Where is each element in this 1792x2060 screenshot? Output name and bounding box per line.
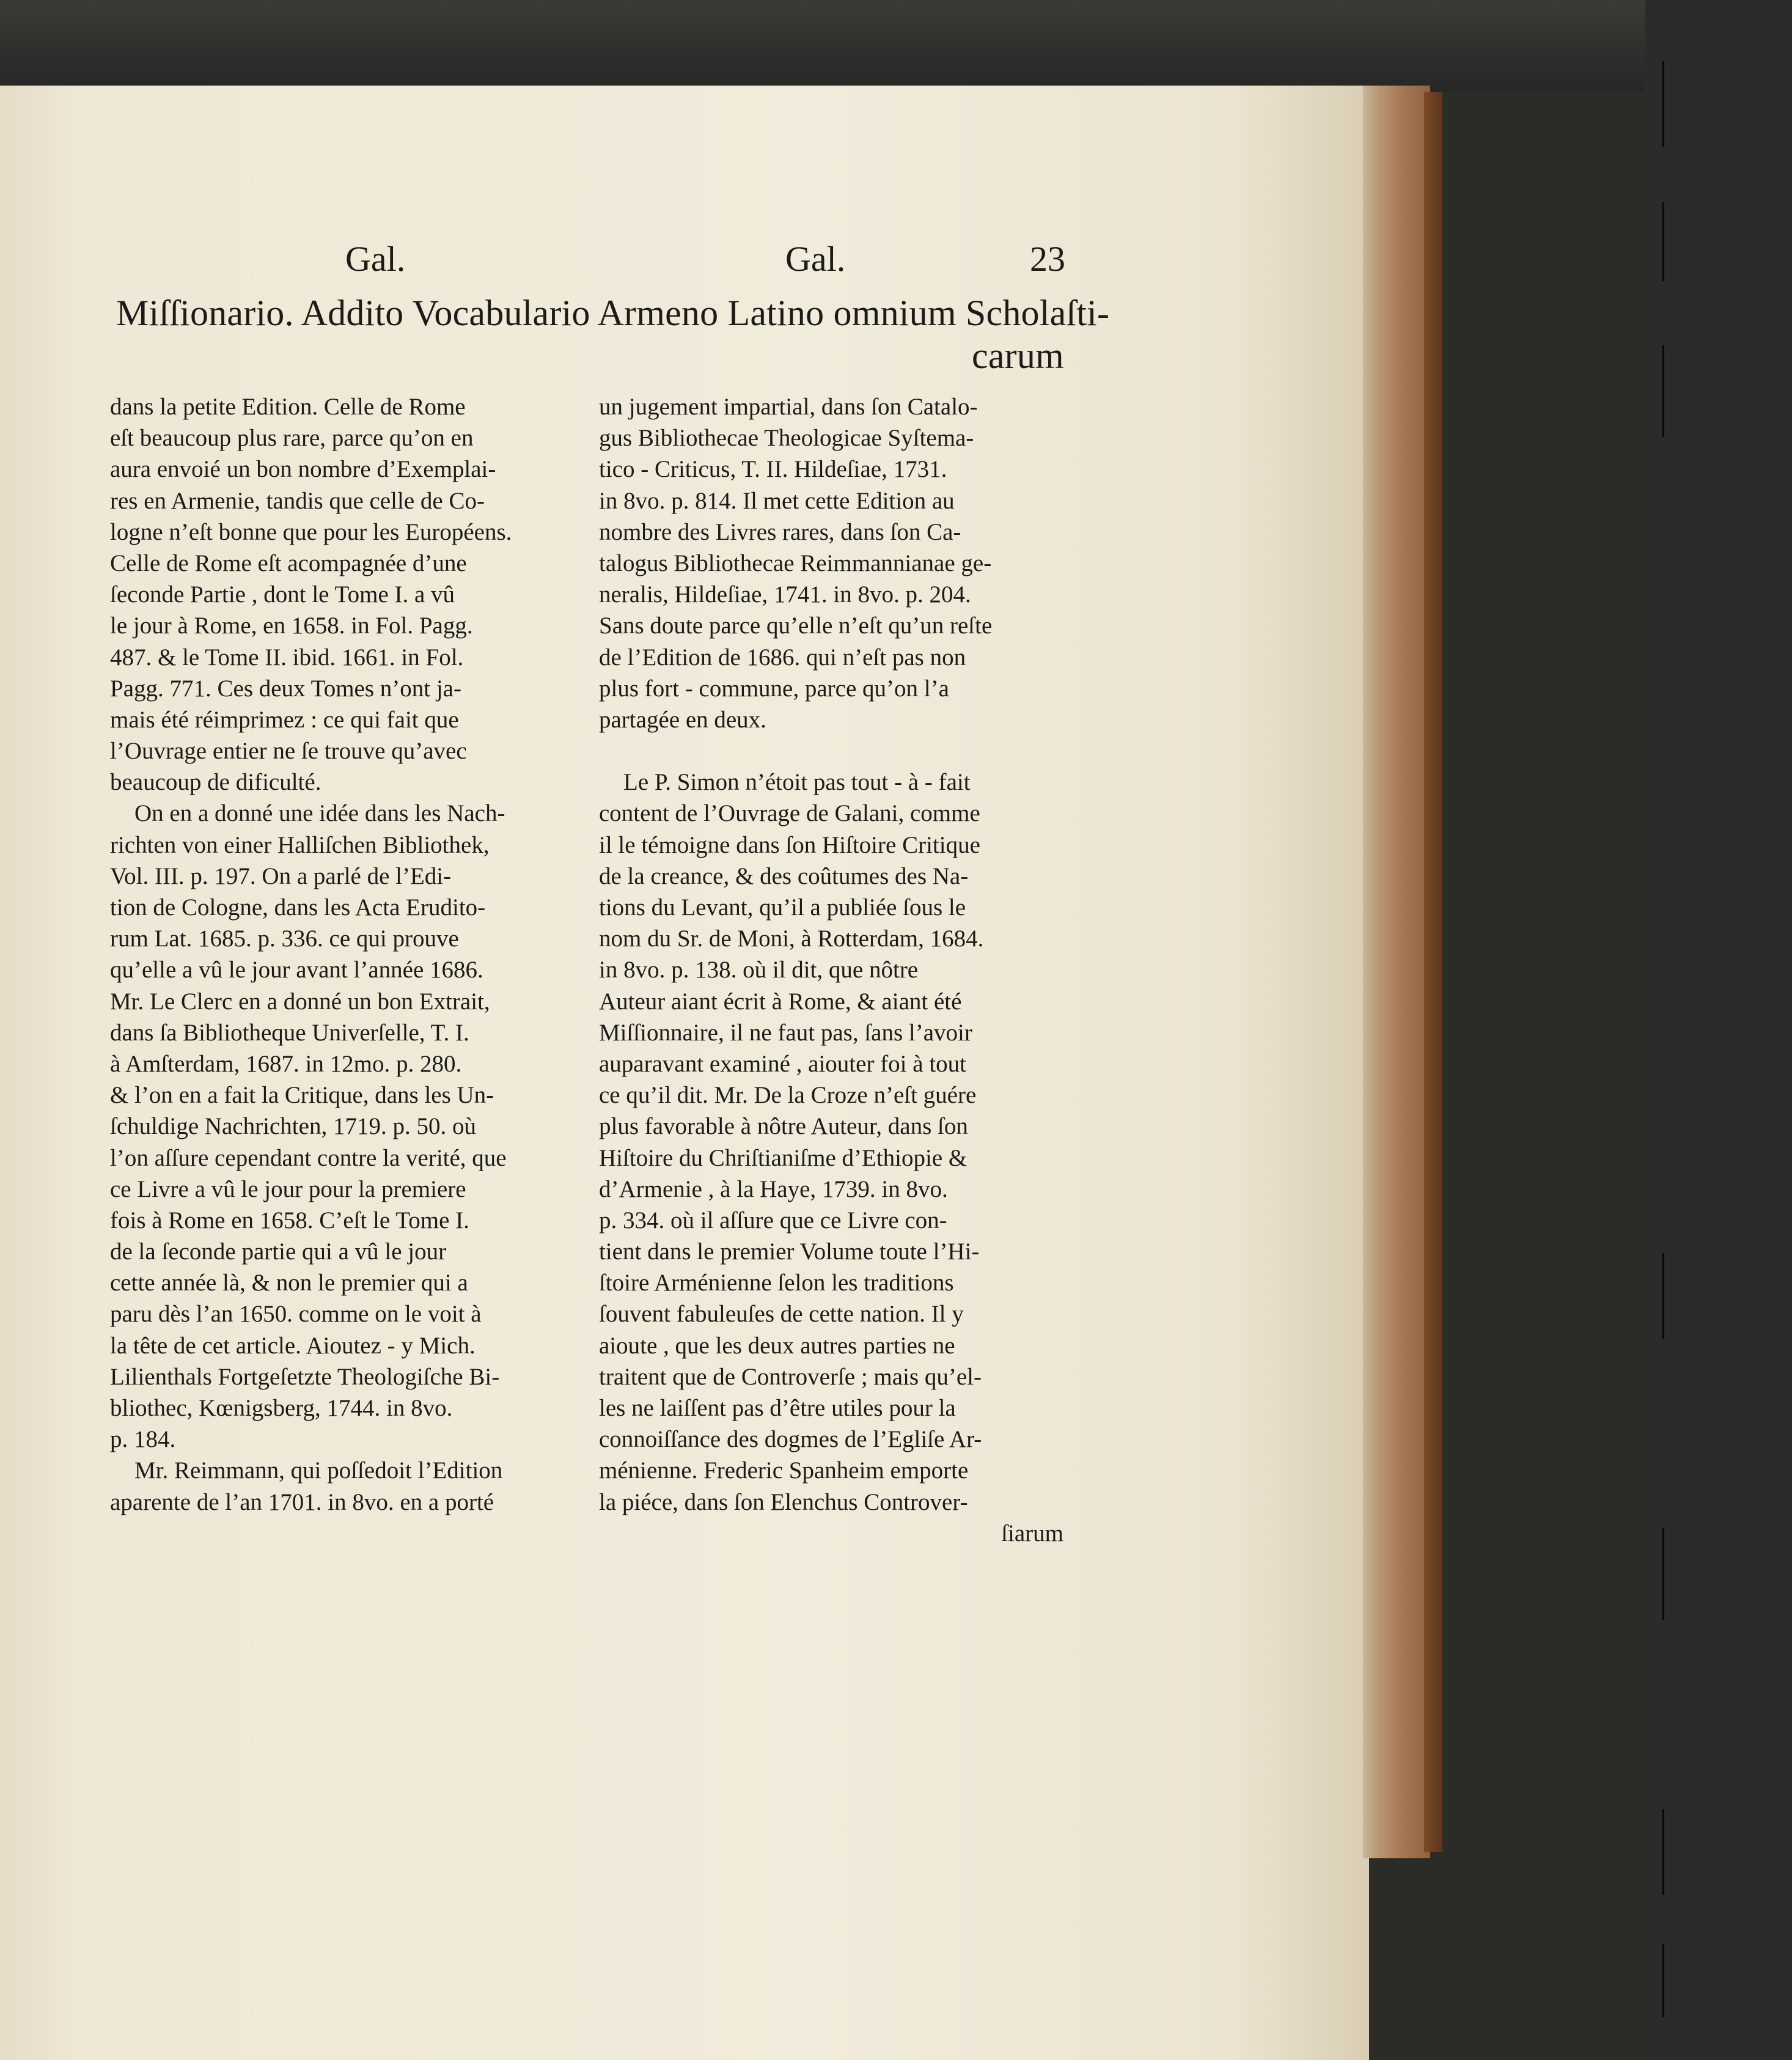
- ruler-mark: [1662, 1528, 1664, 1620]
- text-line: content de l’Ouvrage de Galani, comme: [599, 800, 980, 827]
- page-number: 23: [1030, 239, 1065, 279]
- text-line: Le P. Simon n’étoit pas tout - à - fait: [623, 769, 971, 796]
- text-line: tient dans le premier Volume toute l’Hi-: [599, 1238, 980, 1265]
- ruler-mark: [1662, 61, 1664, 147]
- text-line: l’Ouvrage entier ne ſe trouve qu’avec: [110, 738, 467, 765]
- text-line: On en a donné une idée dans les Nach-: [134, 800, 505, 827]
- scanner-background-right: [1645, 0, 1792, 2060]
- text-line: beaucoup de dificulté.: [110, 769, 321, 796]
- text-line: les ne laiſſent pas d’être utiles pour la: [599, 1395, 956, 1421]
- text-line: la tête de cet article. Aioutez - y Mich.: [110, 1332, 476, 1359]
- text-line: talogus Bibliothecae Reimmannianae ge-: [599, 550, 992, 576]
- text-line: bliothec, Kœnigsberg, 1744. in 8vo.: [110, 1395, 453, 1421]
- right-column: [599, 391, 1063, 1549]
- ruler-mark: [1662, 1809, 1664, 1895]
- text-line: cette année là, & non le premier qui a: [110, 1270, 468, 1297]
- text-line: l’on aſſure cependant contre la verité, que: [110, 1144, 507, 1171]
- text-line: p. 184.: [110, 1426, 176, 1453]
- book-cover-edge: [1424, 92, 1442, 1852]
- text-line: aparente de l’an 1701. in 8vo. en a porté: [110, 1488, 494, 1515]
- text-line: aura envoié un bon nombre d’Exemplai-: [110, 456, 496, 483]
- text-line: connoiſſance des dogmes de l’Egliſe Ar-: [599, 1426, 982, 1453]
- text-line: richten von einer Halliſchen Bibliothek,: [110, 831, 490, 858]
- text-line: p. 334. où il aſſure que ce Livre con-: [599, 1207, 947, 1234]
- text-line: ce Livre a vû le jour pour la premiere: [110, 1175, 466, 1202]
- text-line: auparavant examiné , aiouter foi à tout: [599, 1050, 966, 1077]
- scanner-background-top: [0, 0, 1792, 92]
- text-line: Lilienthals Fortgeſetzte Theologiſche Bi-: [110, 1363, 500, 1390]
- text-line: il le témoigne dans ſon Hiſtoire Critique: [599, 831, 980, 858]
- text-line: Pagg. 771. Ces deux Tomes n’ont ja-: [110, 675, 461, 702]
- title-line-1: Miſſionario. Addito Vocabulario Armeno Latino omnium Scholaſti-: [116, 293, 1110, 333]
- text-line: dans la petite Edition. Celle de Rome: [110, 394, 466, 420]
- running-head-middle: Gal.: [785, 239, 846, 279]
- text-line: ſtoire Arménienne ſelon les traditions: [599, 1270, 954, 1297]
- text-line: tions du Levant, qu’il a publiée ſous le: [599, 894, 966, 921]
- text-line: ménienne. Frederic Spanheim emporte: [599, 1457, 969, 1484]
- ruler-mark: [1662, 345, 1664, 437]
- ruler-mark: [1662, 1253, 1664, 1339]
- text-line: de la ſeconde partie qui a vû le jour: [110, 1238, 447, 1265]
- text-line: dans ſa Bibliotheque Univerſelle, T. I.: [110, 1019, 469, 1046]
- text-line: 487. & le Tome II. ibid. 1661. in Fol.: [110, 644, 464, 671]
- text-line: in 8vo. p. 814. Il met cette Edition au: [599, 487, 955, 514]
- running-head-left: Gal.: [345, 239, 406, 279]
- text-line: de l’Edition de 1686. qui n’eſt pas non: [599, 644, 966, 671]
- text-line: paru dès l’an 1650. comme on le voit à: [110, 1301, 482, 1328]
- text-line: Sans doute parce qu’elle n’eſt qu’un reſte: [599, 612, 993, 639]
- text-line: Hiſtoire du Chriſtianiſme d’Ethiopie &: [599, 1144, 968, 1171]
- text-line: tion de Cologne, dans les Acta Erudito-: [110, 894, 486, 921]
- text-line: logne n’eſt bonne que pour les Européens.: [110, 518, 512, 545]
- text-line: Mr. Le Clerc en a donné un bon Extrait,: [110, 988, 490, 1015]
- ruler-mark: [1662, 1944, 1664, 2017]
- text-line: rum Lat. 1685. p. 336. ce qui prouve: [110, 925, 459, 952]
- text-line: fois à Rome en 1658. C’eſt le Tome I.: [110, 1207, 469, 1234]
- text-line: de la creance, & des coûtumes des Na-: [599, 863, 969, 889]
- text-line: la piéce, dans ſon Elenchus Controver-: [599, 1488, 968, 1515]
- text-line: eſt beaucoup plus rare, parce qu’on en: [110, 425, 474, 452]
- text-line: aioute , que les deux autres parties ne: [599, 1332, 955, 1359]
- text-line: plus favorable à nôtre Auteur, dans ſon: [599, 1113, 968, 1140]
- text-line: Miſſionnaire, il ne faut pas, ſans l’avoir: [599, 1019, 972, 1046]
- text-line: traitent que de Controverſe ; mais qu’el-: [599, 1363, 982, 1390]
- text-line: neralis, Hildeſiae, 1741. in 8vo. p. 204.: [599, 581, 971, 608]
- title-line-2: carum: [972, 336, 1064, 376]
- text-line: plus fort - commune, parce qu’on l’a: [599, 675, 949, 702]
- text-line: ſouvent fabuleuſes de cette nation. Il y: [599, 1301, 964, 1328]
- text-line: ſeconde Partie , dont le Tome I. a vû: [110, 581, 455, 608]
- text-line: à Amſterdam, 1687. in 12mo. p. 280.: [110, 1050, 462, 1077]
- text-line: mais été réimprimez : ce qui fait que: [110, 706, 459, 733]
- text-line: Mr. Reimmann, qui poſſedoit l’Edition: [134, 1457, 503, 1484]
- book-page-edges: [1363, 86, 1430, 1858]
- text-line: d’Armenie , à la Haye, 1739. in 8vo.: [599, 1175, 948, 1202]
- text-line: un jugement impartial, dans ſon Catalo-: [599, 394, 978, 420]
- text-line: nom du Sr. de Moni, à Rotterdam, 1684.: [599, 925, 984, 952]
- text-line: le jour à Rome, en 1658. in Fol. Pagg.: [110, 612, 473, 639]
- catchword: ſiarum: [1001, 1520, 1063, 1547]
- text-line: in 8vo. p. 138. où il dit, que nôtre: [599, 957, 919, 984]
- left-column: [110, 391, 575, 1518]
- text-line: Celle de Rome eſt acompagnée d’une: [110, 550, 467, 576]
- text-line: Vol. III. p. 197. On a parlé de l’Edi-: [110, 863, 452, 889]
- paragraph-gap: [599, 735, 1063, 767]
- text-line: partagée en deux.: [599, 706, 766, 733]
- text-line: tico - Criticus, T. II. Hildeſiae, 1731.: [599, 456, 947, 483]
- text-line: ſchuldige Nachrichten, 1719. p. 50. où: [110, 1113, 476, 1140]
- text-line: & l’on en a fait la Critique, dans les Un-: [110, 1082, 494, 1109]
- text-line: gus Bibliothecae Theologicae Syſtema-: [599, 425, 974, 452]
- text-line: Auteur aiant écrit à Rome, & aiant été: [599, 988, 962, 1015]
- ruler-mark: [1662, 202, 1664, 281]
- text-line: nombre des Livres rares, dans ſon Ca-: [599, 518, 961, 545]
- text-line: res en Armenie, tandis que celle de Co-: [110, 487, 485, 514]
- text-line: ce qu’il dit. Mr. De la Croze n’eſt guére: [599, 1082, 977, 1109]
- text-line: qu’elle a vû le jour avant l’année 1686.: [110, 957, 483, 984]
